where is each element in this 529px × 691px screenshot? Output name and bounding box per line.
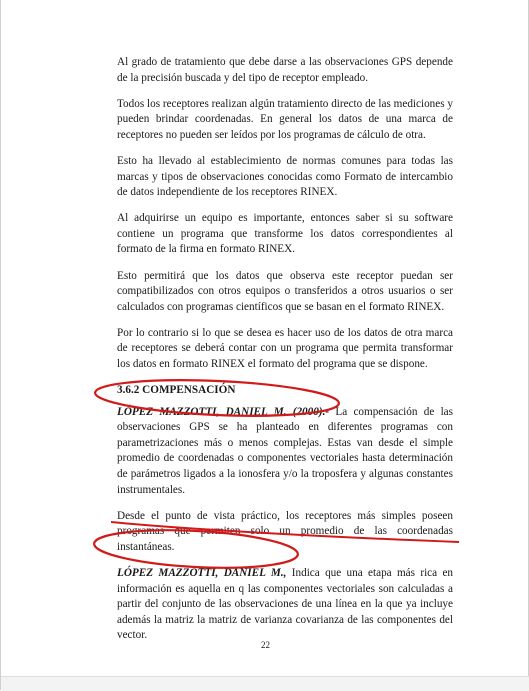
citation-text-2: Indica que una etapa más rica en información es aquella en q las componentes vectoriales son calculadas a partir del conjunto de las observaciones de una línea en la que ya incluye además la matriz la matriz de varianza covarianza de las componentes del vector. xyxy=(117,567,454,642)
paragraph-2: Todos los receptores realizan algún tratamiento directo de las mediciones y pueden brindar coordenadas. En general los datos de una marca de receptores no pueden ser leídos por los programas de cálculo de otra. xyxy=(117,97,453,141)
citation-paragraph-1 xyxy=(117,405,453,499)
bottom-edge xyxy=(1,676,529,691)
citation-author-1: LÓPEZ MAZZOTTI, DANIEL M. (2000).- xyxy=(117,405,330,418)
page-number: 22 xyxy=(261,640,270,650)
citation-text-1: La compensación de las observaciones GPS se ha planteado en diferentes programas con parametrizaciones más o menos complejas. Estas van desde el simple promedio de coordenadas o componentes vectoriales hasta determinación de parámetros ligados a la ionosfera y/o la troposfera y algunas constantes instrumentales. xyxy=(117,405,453,496)
paragraph-1: Al grado de tratamiento que debe darse a las observaciones GPS depende de la precisión buscada y del tipo de receptor empleado. xyxy=(117,56,453,84)
paragraph-3: Esto ha llevado al establecimiento de normas comunes para todas las marcas y tipos de observaciones conocidas como Formato de intercambio de datos independiente de los receptores RINEX. xyxy=(117,154,453,199)
page-content xyxy=(117,55,453,655)
paragraph-7: Desde el punto de vista práctico, los receptores más simples poseen programas que permiten solo un promedio de las coordenadas instantáneas. xyxy=(117,509,453,553)
section-heading: 3.6.2 COMPENSACIÓN xyxy=(117,384,236,397)
citation-author-2: LÓPEZ MAZZOTTI, DANIEL M., xyxy=(117,567,287,580)
paragraph-4: Al adquirirse un equipo es importante, entonces saber si su software contiene un programa que transforme los datos correspondientes al formato de la firma en formato RINEX. xyxy=(117,212,453,256)
paragraph-5: Esto permitirá que los datos que observa este receptor puedan ser compatibilizados con otros equipos o transferidos a otros usuarios o ser calculados con programas científicos que se basan en el formato RINEX. xyxy=(117,269,453,313)
citation-paragraph-2 xyxy=(117,566,453,644)
paragraph-6: Por lo contrario si lo que se desea es hacer uso de los datos de otra marca de receptores se deberá contar con un programa que permita transformar los datos en formato RINEX el formato del programa que se dispone. xyxy=(117,326,453,370)
